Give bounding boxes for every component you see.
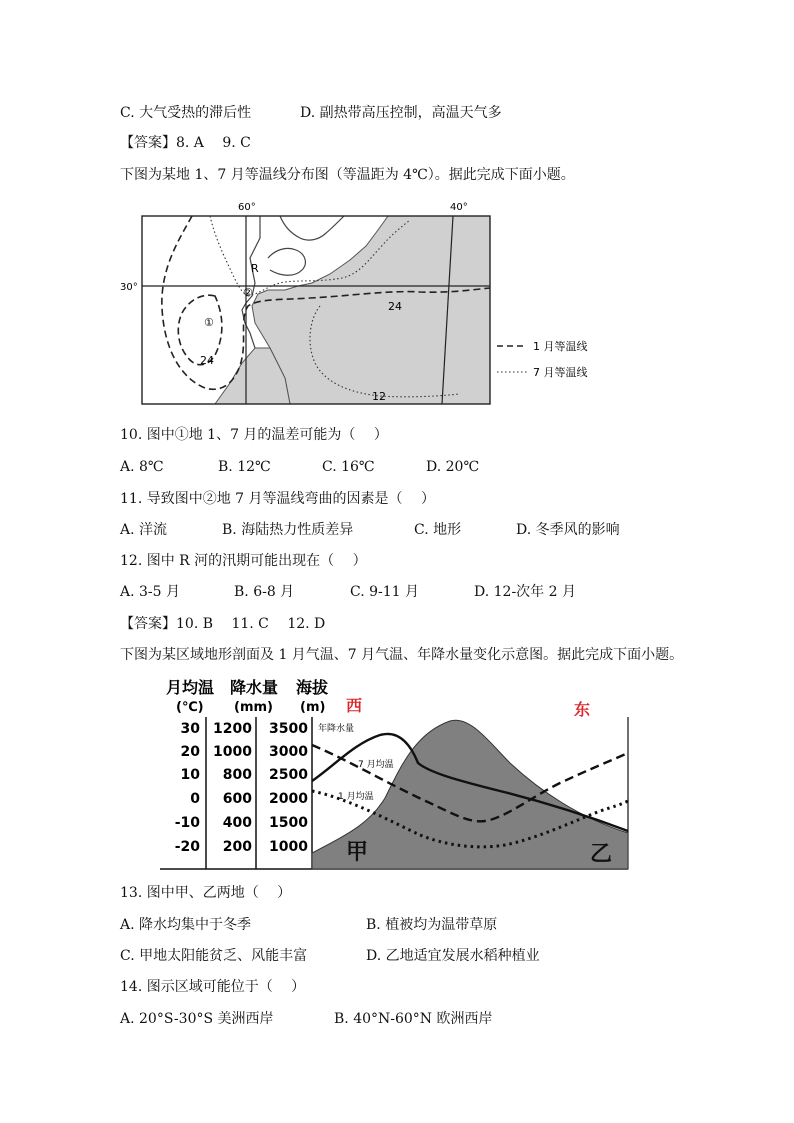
- lon-60-label: 60°: [238, 202, 256, 213]
- q12-option-c: C. 9-11 月: [350, 584, 420, 600]
- q11-stem: 11. 导致图中②地 7 月等温线弯曲的因素是（ ）: [120, 491, 435, 507]
- intro-isotherm-map: 下图为某地 1、7 月等温线分布图（等温距为 4℃）。据此完成下面小题。: [120, 167, 575, 183]
- place-yi-label: 乙: [590, 842, 613, 867]
- answer-10-12: 【答案】10. B 11. C 12. D: [120, 616, 326, 632]
- july-temp-curve-label: 7 月均温: [358, 760, 394, 770]
- temp-tick: 0: [190, 791, 200, 807]
- q14-option-b: B. 40°N-60°N 欧洲西岸: [334, 1011, 493, 1027]
- precip-curve-label: 年降水量: [318, 724, 355, 734]
- elev-axis-unit: (m): [300, 700, 326, 715]
- intro-profile: 下图为某区域地形剖面及 1 月气温、7 月气温、年降水量变化示意图。据此完成下面小题。: [120, 647, 684, 663]
- map-legend: [495, 338, 615, 382]
- q11-option-c: C. 地形: [414, 522, 462, 538]
- q10-option-c: C. 16℃: [322, 459, 375, 475]
- site-2-label: ②: [243, 286, 253, 299]
- q10-option-a: A. 8℃: [120, 459, 164, 475]
- legend-jan: 1 月等温线: [533, 340, 588, 353]
- rain-tick: 800: [222, 767, 252, 783]
- elev-tick: 3000: [269, 744, 308, 760]
- q10-stem: 10. 图中①地 1、7 月的温差可能为（ ）: [120, 427, 388, 443]
- isotherm-map: [120, 198, 500, 412]
- river-r-label: R: [251, 262, 259, 275]
- rain-axis-title: 降水量: [230, 678, 279, 697]
- rain-tick: 200: [222, 839, 252, 855]
- lat-30-label: 30°: [120, 282, 138, 293]
- q10-option-d: D. 20℃: [426, 459, 480, 475]
- elev-tick: 2000: [269, 791, 308, 807]
- elev-tick: 2500: [269, 767, 308, 783]
- temp-tick: 30: [180, 721, 200, 737]
- rain-tick: 600: [222, 791, 252, 807]
- temp-axis-unit: (℃): [176, 700, 204, 715]
- q13-option-c: C. 甲地太阳能贫乏、风能丰富: [120, 948, 308, 964]
- answer-8-9: 【答案】8. A 9. C: [120, 135, 251, 151]
- q12-option-a: A. 3-5 月: [120, 584, 181, 600]
- q13-option-b: B. 植被均为温带草原: [366, 917, 498, 933]
- rain-tick: 1200: [213, 721, 252, 737]
- q12-option-b: B. 6-8 月: [234, 584, 295, 600]
- legend-jul: 7 月等温线: [533, 366, 588, 379]
- isotherm-24-label-west: 24: [200, 354, 214, 367]
- temp-tick: 20: [180, 744, 200, 760]
- rain-tick: 1000: [213, 744, 252, 760]
- rain-axis-unit: (mm): [234, 700, 273, 715]
- isotherm-12-label: 12: [372, 390, 386, 403]
- rain-tick: 400: [222, 815, 252, 831]
- temp-axis-title: 月均温: [166, 678, 215, 697]
- elev-tick: 1000: [269, 839, 308, 855]
- q14-option-a: A. 20°S-30°S 美洲西岸: [120, 1011, 274, 1027]
- elev-tick: 3500: [269, 721, 308, 737]
- isotherm-24-label-east: 24: [388, 300, 402, 313]
- site-1-label: ①: [204, 316, 214, 329]
- q11-option-b: B. 海陆热力性质差异: [222, 522, 354, 538]
- place-jia-label: 甲: [346, 840, 369, 865]
- lon-40-label: 40°: [450, 202, 468, 213]
- east-label: 东: [574, 700, 591, 719]
- q9-option-c: C. 大气受热的滞后性: [120, 105, 252, 121]
- q10-option-b: B. 12℃: [218, 459, 271, 475]
- q12-stem: 12. 图中 R 河的汛期可能出现在（ ）: [120, 553, 367, 569]
- q13-option-d: D. 乙地适宜发展水稻种植业: [366, 948, 540, 964]
- temp-tick: 10: [180, 767, 200, 783]
- q9-option-d: D. 副热带高压控制，高温天气多: [300, 105, 502, 121]
- jan-temp-curve-label: 1 月均温: [338, 792, 374, 802]
- q11-option-a: A. 洋流: [120, 522, 168, 538]
- q14-stem: 14. 图示区域可能位于（ ）: [120, 979, 306, 995]
- q13-option-a: A. 降水均集中于冬季: [120, 917, 252, 933]
- elev-axis-title: 海拔: [296, 678, 329, 697]
- q12-option-d: D. 12-次年 2 月: [474, 584, 576, 600]
- q11-option-d: D. 冬季风的影响: [516, 522, 620, 538]
- elev-tick: 1500: [269, 815, 308, 831]
- terrain-profile-figure: [160, 673, 632, 873]
- temp-tick: -10: [174, 815, 200, 831]
- q13-stem: 13. 图中甲、乙两地（ ）: [120, 885, 292, 901]
- temp-tick: -20: [174, 839, 200, 855]
- west-label: 西: [346, 696, 363, 715]
